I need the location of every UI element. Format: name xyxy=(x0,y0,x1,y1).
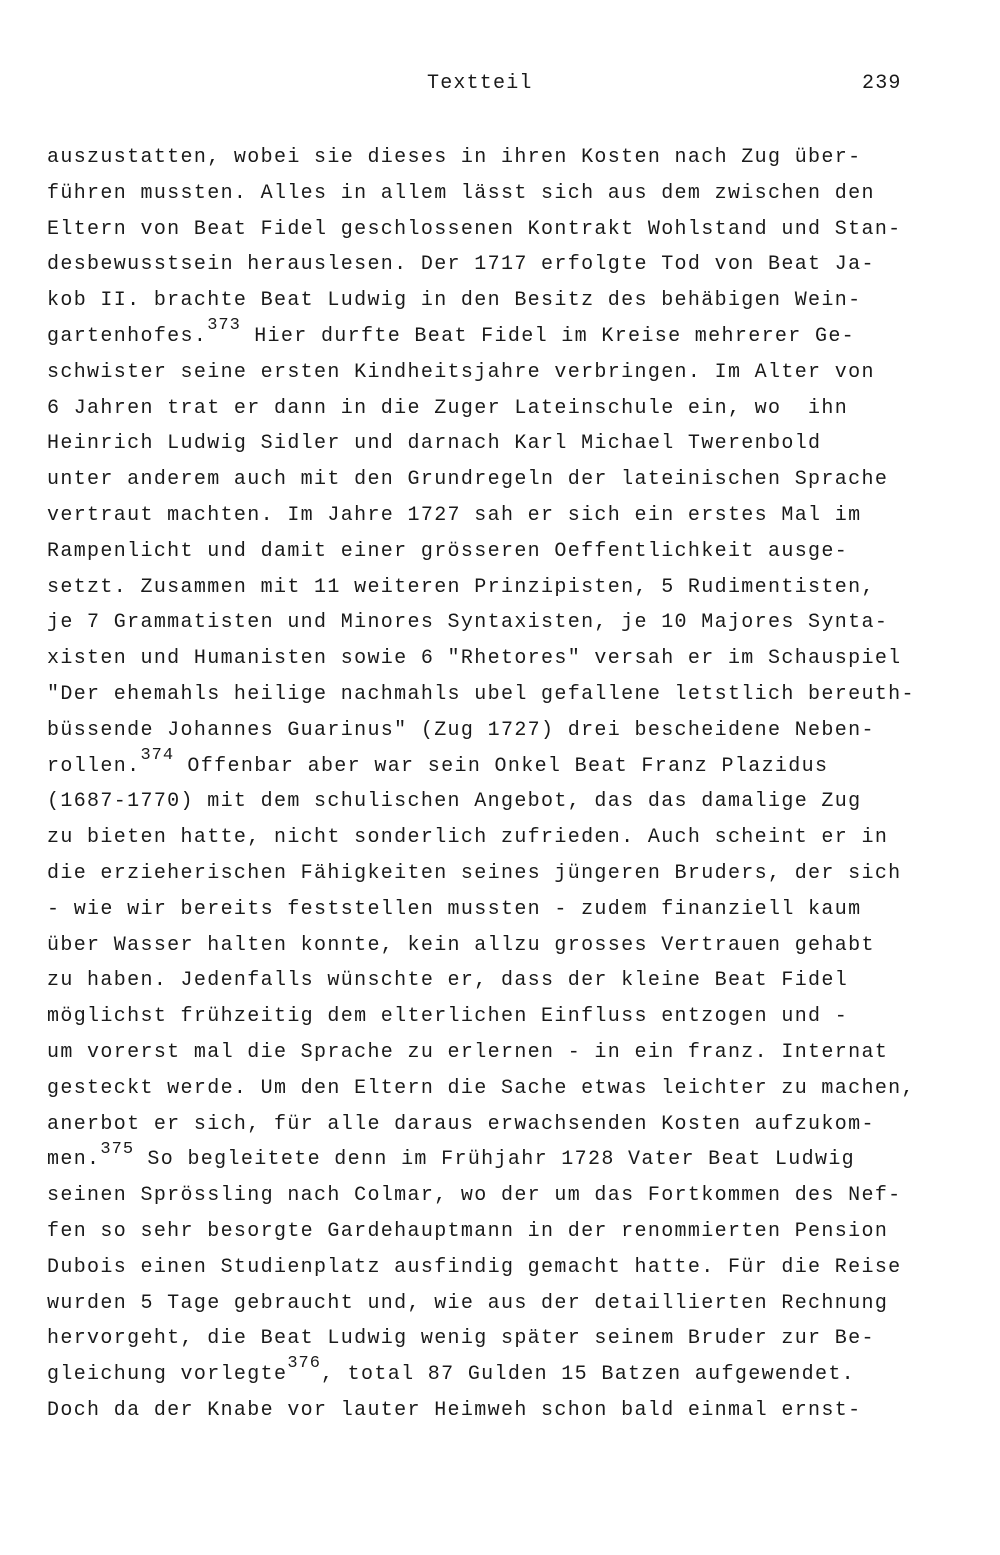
line-text: Rampenlicht und damit einer grösseren Oeffentlichkeit ausge- xyxy=(47,539,849,563)
footnote-reference: 376 xyxy=(287,1354,321,1374)
text-line xyxy=(47,963,947,999)
line-text: 6 Jahren trat er dann in die Zuger Lateinschule ein, wo ihn xyxy=(47,396,849,420)
text-line xyxy=(47,247,947,283)
line-text-continued: So begleitete denn im Frühjahr 1728 Vater Beat Ludwig xyxy=(134,1148,856,1172)
line-text: kob II. brachte Beat Ludwig in den Besitz des behäbigen Wein- xyxy=(47,289,862,313)
text-line xyxy=(47,316,947,355)
text-line xyxy=(47,1071,947,1107)
line-text: die erzieherischen Fähigkeiten seines jüngeren Bruders, der sich xyxy=(47,861,902,885)
text-line xyxy=(47,605,947,641)
text-line xyxy=(47,462,947,498)
line-text: anerbot er sich, für alle daraus erwachsenden Kosten aufzukom- xyxy=(47,1112,875,1136)
line-text: Eltern von Beat Fidel geschlossenen Kontrakt Wohlstand und Stan- xyxy=(47,217,902,241)
running-header xyxy=(0,72,1000,102)
line-text: xisten und Humanisten sowie 6 "Rhetores" versah er im Schauspiel xyxy=(47,647,902,671)
text-line xyxy=(47,892,947,928)
line-text-continued: Hier durfte Beat Fidel im Kreise mehrerer Ge- xyxy=(240,324,856,348)
line-text: um vorerst mal die Sprache zu erlernen - in ein franz. Internat xyxy=(47,1040,889,1064)
line-text: unter anderem auch mit den Grundregeln der lateinischen Sprache xyxy=(47,468,889,492)
line-text-continued: Offenbar aber war sein Onkel Beat Franz Plazidus xyxy=(174,754,829,778)
page-number: 239 xyxy=(862,72,902,95)
text-line xyxy=(47,1035,947,1071)
text-line xyxy=(47,1321,947,1357)
line-text: Doch da der Knabe vor lauter Heimweh schon bald einmal ernst- xyxy=(47,1398,862,1422)
text-line xyxy=(47,820,947,856)
text-line xyxy=(47,1214,947,1250)
running-title: Textteil xyxy=(427,72,533,95)
line-text: zu haben. Jedenfalls wünschte er, dass der kleine Beat Fidel xyxy=(47,969,849,993)
text-line xyxy=(47,928,947,964)
line-text: Heinrich Ludwig Sidler und darnach Karl Michael Twerenbold xyxy=(47,432,822,456)
text-line xyxy=(47,1139,947,1178)
text-line xyxy=(47,1286,947,1322)
line-text: je 7 Grammatisten und Minores Syntaxisten, je 10 Majores Synta- xyxy=(47,611,889,635)
text-line xyxy=(47,1354,947,1393)
line-text: rollen. xyxy=(47,754,141,778)
line-text-continued: , total 87 Gulden 15 Batzen aufgewendet. xyxy=(320,1363,856,1387)
text-line xyxy=(47,713,947,749)
text-line xyxy=(47,140,947,176)
footnote-reference: 374 xyxy=(140,745,175,765)
line-text: gleichung vorlegte xyxy=(47,1363,288,1387)
text-line xyxy=(47,641,947,677)
text-line xyxy=(47,391,947,427)
line-text: hervorgeht, die Beat Ludwig wenig später seinem Bruder zur Be- xyxy=(47,1327,875,1351)
text-line xyxy=(47,1393,947,1429)
line-text: gartenhofes. xyxy=(47,324,208,348)
line-text: zu bieten hatte, nicht sonderlich zufrieden. Auch scheint er in xyxy=(47,826,889,850)
footnote-reference: 373 xyxy=(207,316,241,336)
text-line xyxy=(47,355,947,391)
text-line xyxy=(47,677,947,713)
text-line xyxy=(47,534,947,570)
line-text: vertraut machten. Im Jahre 1727 sah er sich ein erstes Mal im xyxy=(47,503,862,527)
line-text: seinen Sprössling nach Colmar, wo der um das Fortkommen des Nef- xyxy=(47,1184,902,1208)
text-line xyxy=(47,283,947,319)
line-text: fen so sehr besorgte Gardehauptmann in der renommierten Pension xyxy=(47,1219,889,1243)
footnote-reference: 375 xyxy=(100,1139,135,1159)
line-text: desbewusstsein herauslesen. Der 1717 erfolgte Tod von Beat Ja- xyxy=(47,253,875,277)
line-text: Dubois einen Studienplatz ausfindig gemacht hatte. Für die Reise xyxy=(47,1255,902,1279)
line-text: men. xyxy=(47,1148,101,1172)
text-line xyxy=(47,176,947,212)
line-text: gesteckt werde. Um den Eltern die Sache etwas leichter zu machen, xyxy=(47,1076,915,1100)
line-text: setzt. Zusammen mit 11 weiteren Prinzipisten, 5 Rudimentisten, xyxy=(47,575,875,599)
text-line xyxy=(47,426,947,462)
line-text: "Der ehemahls heilige nachmahls ubel gefallene letstlich bereuth- xyxy=(47,682,915,706)
text-line xyxy=(47,999,947,1035)
text-line xyxy=(47,1107,947,1143)
text-line xyxy=(47,570,947,606)
line-text: führen mussten. Alles in allem lässt sich aus dem zwischen den xyxy=(47,181,875,205)
text-line xyxy=(47,784,947,820)
text-line xyxy=(47,1250,947,1286)
text-line xyxy=(47,745,947,785)
line-text: über Wasser halten konnte, kein allzu grosses Vertrauen gehabt xyxy=(47,933,875,957)
text-line xyxy=(47,856,947,892)
line-text: auszustatten, wobei sie dieses in ihren Kosten nach Zug über- xyxy=(47,146,862,169)
text-line xyxy=(47,212,947,248)
line-text: schwister seine ersten Kindheitsjahre verbringen. Im Alter von xyxy=(47,360,875,384)
line-text: büssende Johannes Guarinus" (Zug 1727) drei bescheidene Neben- xyxy=(47,718,875,742)
text-line xyxy=(47,498,947,534)
line-text: wurden 5 Tage gebraucht und, wie aus der detaillierten Rechnung xyxy=(47,1291,889,1315)
text-line xyxy=(47,1178,947,1214)
line-text: möglichst frühzeitig dem elterlichen Einfluss entzogen und - xyxy=(47,1005,849,1029)
body-text xyxy=(47,140,947,1429)
line-text: - wie wir bereits feststellen mussten - zudem finanziell kaum xyxy=(47,897,862,921)
line-text: (1687-1770) mit dem schulischen Angebot, das das damalige Zug xyxy=(47,790,862,814)
